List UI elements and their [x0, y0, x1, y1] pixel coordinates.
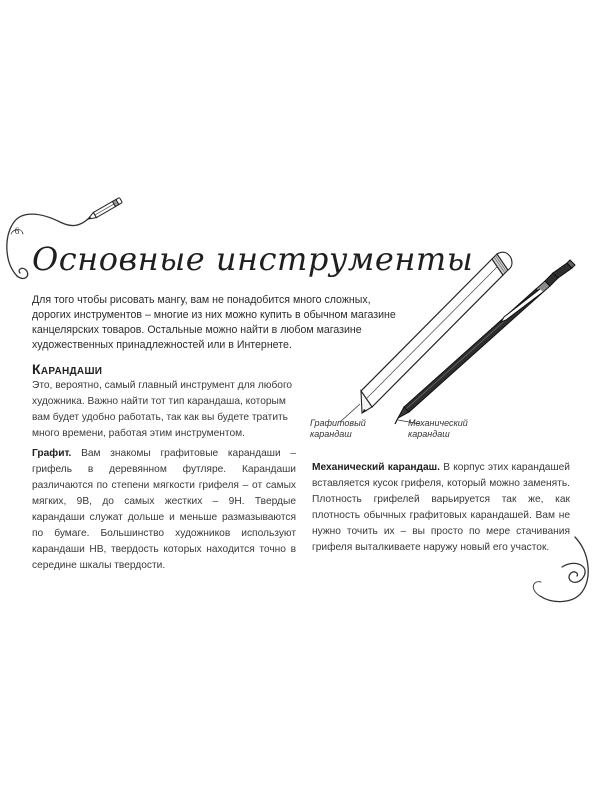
- paragraph-pencils-intro: Это, вероятно, самый главный инструмент для любого художника. Важно найти тот тип карандаша, которым вам будет удобно работать, так как вы будете тратить много времени, работая этим инструментом.: [32, 380, 293, 439]
- caption-mechanical-pencil: Механический карандаш: [408, 418, 468, 439]
- graphite-text: Вам знакомы графитовые карандаши – грифель в деревянном футляре. Карандаши различаются по степени мягкости грифеля – от самых мягких, 9B, до самых жестких – 9H. Твердые карандаши служат дольше и меньше размазываются по бумаге. Большинство художников используют карандаши HB, твердость которых находится точно в середине шкалы твердости.: [32, 448, 296, 571]
- section-heading-pencils: Карандаши: [32, 361, 103, 377]
- caption-graphite-pencil: Графитовый карандаш: [310, 418, 366, 439]
- intro-paragraph: Для того чтобы рисовать мангу, вам не понадобится много сложных, дорогих инструментов – многие из них можно купить в обычном магазине канцелярских товаров. Остальные можно найти в любом магазине художественных принадлежностей или в Интернете.: [32, 294, 396, 351]
- page-title: Основные инструменты: [32, 240, 474, 278]
- mechanical-lead: Механический карандаш.: [312, 462, 440, 473]
- paragraph-mechanical-pencil: [312, 460, 570, 556]
- paragraph-graphite: [32, 446, 296, 574]
- small-pencil-icon: [87, 197, 123, 221]
- graphite-lead: Графит.: [32, 448, 72, 459]
- page-number: 6: [14, 226, 20, 236]
- mechanical-text: В корпус этих карандашей вставляется кусок грифеля, который можно заменять. Плотность грифелей варьируется так же, как плотность обычных графитовых карандашей. Вам не нужно точить их – вы просто по мере стачивания грифеля выталкиваете наружу новый его участок.: [312, 462, 570, 553]
